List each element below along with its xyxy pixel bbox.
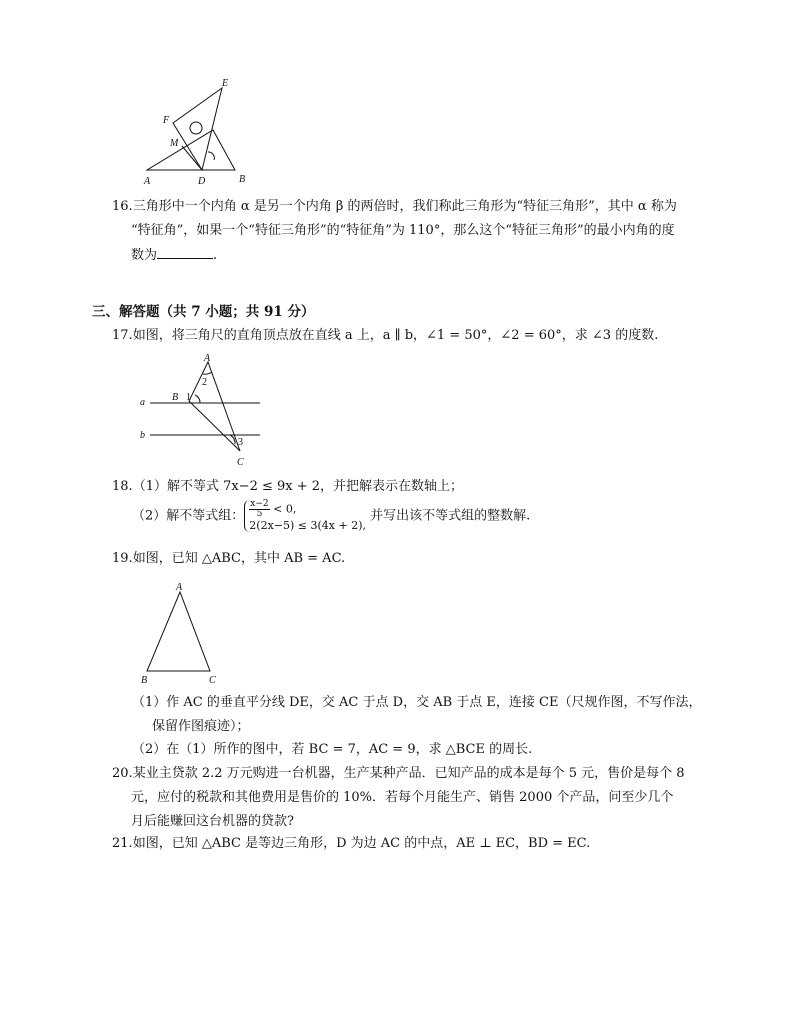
- question-19: [112, 547, 345, 571]
- label-C: C: [237, 457, 244, 468]
- label-b: b: [140, 430, 145, 441]
- q16-line3: 数为: [131, 248, 158, 263]
- inequality-system: $\frac{x-2}{5}$ < 0, 2(2x−5) ≤ 3(4x + 2),: [244, 500, 366, 532]
- question-number: 19.: [112, 551, 133, 566]
- q18-part2-prefix: （2）解不等式组：: [132, 508, 245, 524]
- triangle-ABC: [147, 592, 210, 671]
- q18-part2-suffix: 并写出该不等式组的整数解.: [370, 508, 531, 524]
- label-A: A: [144, 176, 151, 187]
- q20-line3: 月后能赚回这台机器的贷款?: [131, 814, 294, 829]
- question-number: 21.: [112, 836, 133, 851]
- q18-part1: （1）解不等式 7x−2 ≤ 9x + 2，并把解表示在数轴上；: [132, 479, 464, 494]
- right-angle-mark-F: [190, 122, 202, 134]
- q19-text: 如图，已知 △ABC，其中 AB = AC.: [132, 551, 346, 566]
- question-20: [112, 762, 685, 834]
- q16-line2: “特征角”，如果一个“特征三角形”的“特征角”为 110°，那么这个“特征三角形”的最小内角的度: [131, 223, 675, 238]
- triangle-ruler: [189, 362, 240, 451]
- label-2: 2: [202, 377, 207, 388]
- q20-line2: 元，应付的税款和其他费用是售价的 10%．若每个月能生产、销售 2000 个产品，问至少几个: [131, 790, 674, 805]
- label-3: 3: [238, 437, 243, 448]
- right-angle-mark-D: [208, 152, 214, 160]
- figure-q17: [136, 352, 268, 472]
- question-number: 16.: [112, 199, 133, 214]
- question-18: [112, 475, 463, 499]
- label-M: M: [170, 138, 179, 149]
- label-B: B: [141, 675, 148, 686]
- label-B: B: [239, 174, 246, 185]
- label-C: C: [209, 675, 216, 686]
- section-title: 三、解答题（共 7 小题；共 91 分）: [92, 304, 315, 320]
- label-D: D: [198, 176, 206, 187]
- question-number: 20.: [112, 766, 133, 781]
- figure-q15: [138, 75, 258, 190]
- figure-q19: [138, 580, 228, 686]
- inequality-2: 2(2x−5) ≤ 3(4x + 2),: [249, 519, 366, 532]
- label-A: A: [204, 353, 211, 364]
- q20-line1: 某业主贷款 2.2 万元购进一台机器，生产某种产品．已知产品的成本是每个 5 元，售价是每个 8: [132, 766, 685, 781]
- label-1: 1: [186, 392, 191, 403]
- question-21: [112, 832, 590, 856]
- label-F: F: [163, 115, 170, 126]
- answer-blank[interactable]: [157, 243, 213, 259]
- q18-part2: [132, 500, 530, 532]
- question-17: [112, 324, 658, 348]
- q19-part1: [132, 691, 701, 739]
- triangle-ADB: [147, 130, 235, 170]
- question-number: 17.: [112, 328, 133, 343]
- q21-text: 如图，已知 △ABC 是等边三角形，D 为边 AC 的中点，AE ⊥ EC，BD = EC.: [132, 836, 591, 851]
- q19-part1-line1: （1）作 AC 的垂直平分线 DE，交 AC 于点 D，交 AB 于点 E，连接 CE（尺规作图，不写作法，: [132, 695, 702, 710]
- q16-line1: 三角形中一个内角 α 是另一个内角 β 的两倍时，我们称此三角形为“特征三角形”，其中 α 称为: [132, 199, 677, 214]
- question-number: 18.: [112, 479, 133, 494]
- label-B: B: [172, 392, 179, 403]
- label-a: a: [140, 397, 145, 408]
- angle-mark-2: [203, 372, 212, 374]
- segment-MD: [182, 146, 202, 170]
- question-16: [112, 195, 677, 268]
- q17-text: 如图，将三角尺的直角顶点放在直线 a 上，a ∥ b，∠1 = 50°，∠2 = 60°，求 ∠3 的度数.: [132, 328, 659, 343]
- q19-part1-line2: 保留作图痕迹）；: [152, 719, 250, 734]
- q16-line3-end: .: [213, 248, 218, 263]
- q19-part2: （2）在（1）所作的图中，若 BC = 7，AC = 9，求 △BCE 的周长.: [132, 742, 533, 757]
- angle-mark-1: [195, 395, 200, 403]
- label-E: E: [222, 78, 229, 89]
- label-A: A: [176, 582, 183, 593]
- fraction: $\frac{x-2}{5}$: [250, 499, 269, 519]
